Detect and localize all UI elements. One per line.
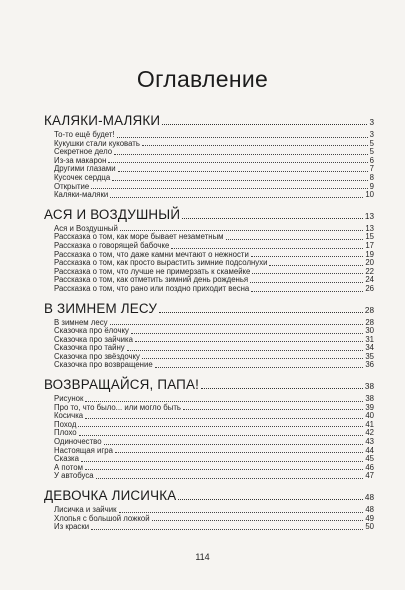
dot-leader [108,162,367,163]
dot-leader [79,435,364,436]
toc-entry [54,191,374,200]
dot-leader [112,180,367,181]
section-heading [44,110,374,128]
entry-page: 24 [365,275,374,285]
entry-page: 15 [365,232,374,242]
dot-leader [269,265,363,266]
entry-title: Рассказка о том, что рано или поздно приходит весна [54,283,250,293]
entry-list [44,506,374,532]
dot-leader [159,312,363,313]
entry-page: 7 [369,164,374,174]
entry-title: Ася и Воздушный [54,223,118,233]
page-number: 114 [195,552,210,562]
entry-page: 47 [365,471,374,481]
entry-title: Лисичка и зайчик [54,505,117,514]
entry-page: 35 [365,351,374,361]
entry-title: Открытие [54,181,90,191]
dot-leader [226,239,364,240]
entry-title: Каляки-маляки [54,190,109,200]
entry-title: Сказочка про зайчика [54,334,133,344]
dot-leader [118,171,368,172]
entry-title: Сказочка про ёлочку [54,326,129,336]
entry-page: 39 [365,402,374,412]
entry-page: 45 [365,454,374,464]
section-heading [44,485,374,503]
entry-list [44,225,374,294]
entry-list [44,131,374,200]
dot-leader [183,409,363,410]
dot-leader [182,218,363,219]
entry-page: 50 [365,522,374,532]
entry-page: 28 [365,317,374,327]
entry-title: Рассказка о том, что даже камни мечтают о нежности [54,249,249,259]
entry-page: 44 [365,445,374,455]
entry-title: Рассказка о том, как море бывает незаметным [54,232,224,242]
toc-entry [54,412,374,421]
dot-leader [250,282,363,283]
dot-leader [78,426,363,427]
dot-leader [114,154,368,155]
toc-entry [54,464,374,473]
dot-leader [85,418,363,419]
entry-page: 17 [365,240,374,250]
entry-title: Хлопья с большой ложкой [54,513,150,523]
dot-leader [85,401,363,402]
entry-page: 5 [369,138,374,148]
section-title: КАЛЯКИ-МАЛЯКИ [44,113,161,128]
entry-title: Рассказка о том, как отметить зимний день рожденья [54,275,249,285]
toc-section [44,298,374,371]
dot-leader [127,350,364,351]
section-heading [44,204,374,222]
dot-leader [81,461,363,462]
entry-page: 41 [365,419,374,429]
toc-entry [54,421,374,430]
toc-section [44,485,374,532]
dot-leader [104,444,364,445]
toc-entry [54,429,374,438]
section-title: АСЯ И ВОЗДУШНЫЙ [44,206,181,222]
section-page: 13 [364,211,374,221]
entry-title: Поход [54,419,77,429]
entry-title: Кусочек сердца [54,172,111,182]
entry-page: 36 [365,360,374,370]
dot-leader [142,358,363,359]
dot-leader [120,230,363,231]
entry-title: У автобуса [54,471,94,481]
entry-page: 43 [365,437,374,447]
toc-entry [54,404,374,413]
dot-leader [135,341,363,342]
entry-title: Рассказка о говорящей бабочке [54,240,170,250]
section-heading [44,374,374,392]
dot-leader [201,388,363,389]
entry-title: Сказка [54,454,79,464]
section-page: 38 [364,382,374,392]
entry-page: 48 [365,505,374,514]
entry-page: 26 [365,283,374,293]
entry-list [44,319,374,371]
toc-entry [54,361,374,370]
dot-leader [119,512,364,513]
entry-page: 40 [365,411,374,421]
toc-entry [54,174,374,183]
entry-title: Из краски [54,522,90,532]
dot-leader [251,291,363,292]
dot-leader [162,124,367,125]
toc-section [44,110,374,200]
toc-entry [54,447,374,456]
entry-page: 31 [365,334,374,344]
dot-leader [171,248,363,249]
toc-entry [54,472,374,481]
entry-page: 42 [365,428,374,438]
toc-section [44,204,374,294]
section-heading [44,298,374,316]
entry-page: 13 [365,223,374,233]
entry-title: Про то, что было... или могло быть [54,402,181,412]
entry-page: 5 [369,147,374,157]
entry-page: 22 [365,266,374,276]
section-title: В ЗИМНЕМ ЛЕСУ [44,300,158,316]
entry-title: Кукушки стали куковать [54,138,140,148]
entry-page: 19 [365,249,374,259]
toc-entry [54,455,374,464]
dot-leader [152,520,364,521]
entry-title: То-то ещё будет! [54,130,115,139]
dot-leader [251,256,364,257]
section-title: ВОЗВРАЩАЙСЯ, ПАПА! [44,377,200,393]
dot-leader [96,478,364,479]
entry-page: 10 [365,190,374,200]
entry-page: 46 [365,462,374,472]
dot-leader [252,273,363,274]
dot-leader [115,452,363,453]
entry-page: 34 [365,343,374,353]
table-of-contents [44,110,374,536]
entry-title: Рисунок [54,394,84,404]
toc-entry [54,523,374,532]
section-page: 48 [364,493,374,502]
entry-page: 3 [369,130,374,139]
section-page: 28 [364,305,374,315]
entry-list [44,395,374,481]
entry-title: Одиночество [54,437,102,447]
entry-page: 8 [369,172,374,182]
entry-title: Сказочка про возвращение [54,360,153,370]
entry-page: 38 [365,394,374,404]
dot-leader [110,324,364,325]
section-page: 3 [369,118,374,127]
entry-title: Настоящая игра [54,445,113,455]
dot-leader [131,333,363,334]
entry-title: В зимнем лесу [54,317,108,327]
dot-leader [85,469,363,470]
entry-title: Секретное дело [54,147,113,157]
entry-title: Из-за макарон [54,155,107,165]
entry-title: Косичка [54,411,84,421]
toc-entry [54,285,374,294]
toc-section [44,374,374,481]
dot-leader [110,197,363,198]
entry-page: 20 [365,258,374,268]
entry-page: 6 [369,155,374,165]
toc-entry [54,515,374,524]
dot-leader [117,137,368,138]
entry-title: Рассказка о том, что лучше не примерзать к скамейке [54,266,251,276]
entry-title: А потом [54,462,83,472]
entry-title: Другими глазами [54,164,116,174]
entry-title: Рассказка о том, как просто вырастить зимние подсолнухи [54,258,268,268]
entry-title: Сказочка про тайну [54,343,125,353]
section-title: ДЕВОЧКА ЛИСИЧКА [44,488,177,503]
dot-leader [155,367,364,368]
dot-leader [91,529,363,530]
dot-leader [142,145,368,146]
entry-page: 9 [369,181,374,191]
dot-leader [178,499,363,500]
entry-title: Плохо [54,428,77,438]
entry-page: 49 [365,513,374,523]
dot-leader [91,188,367,189]
entry-title: Сказочка про звёздочку [54,351,140,361]
entry-page: 30 [365,326,374,336]
page-title: Оглавление [136,66,269,92]
